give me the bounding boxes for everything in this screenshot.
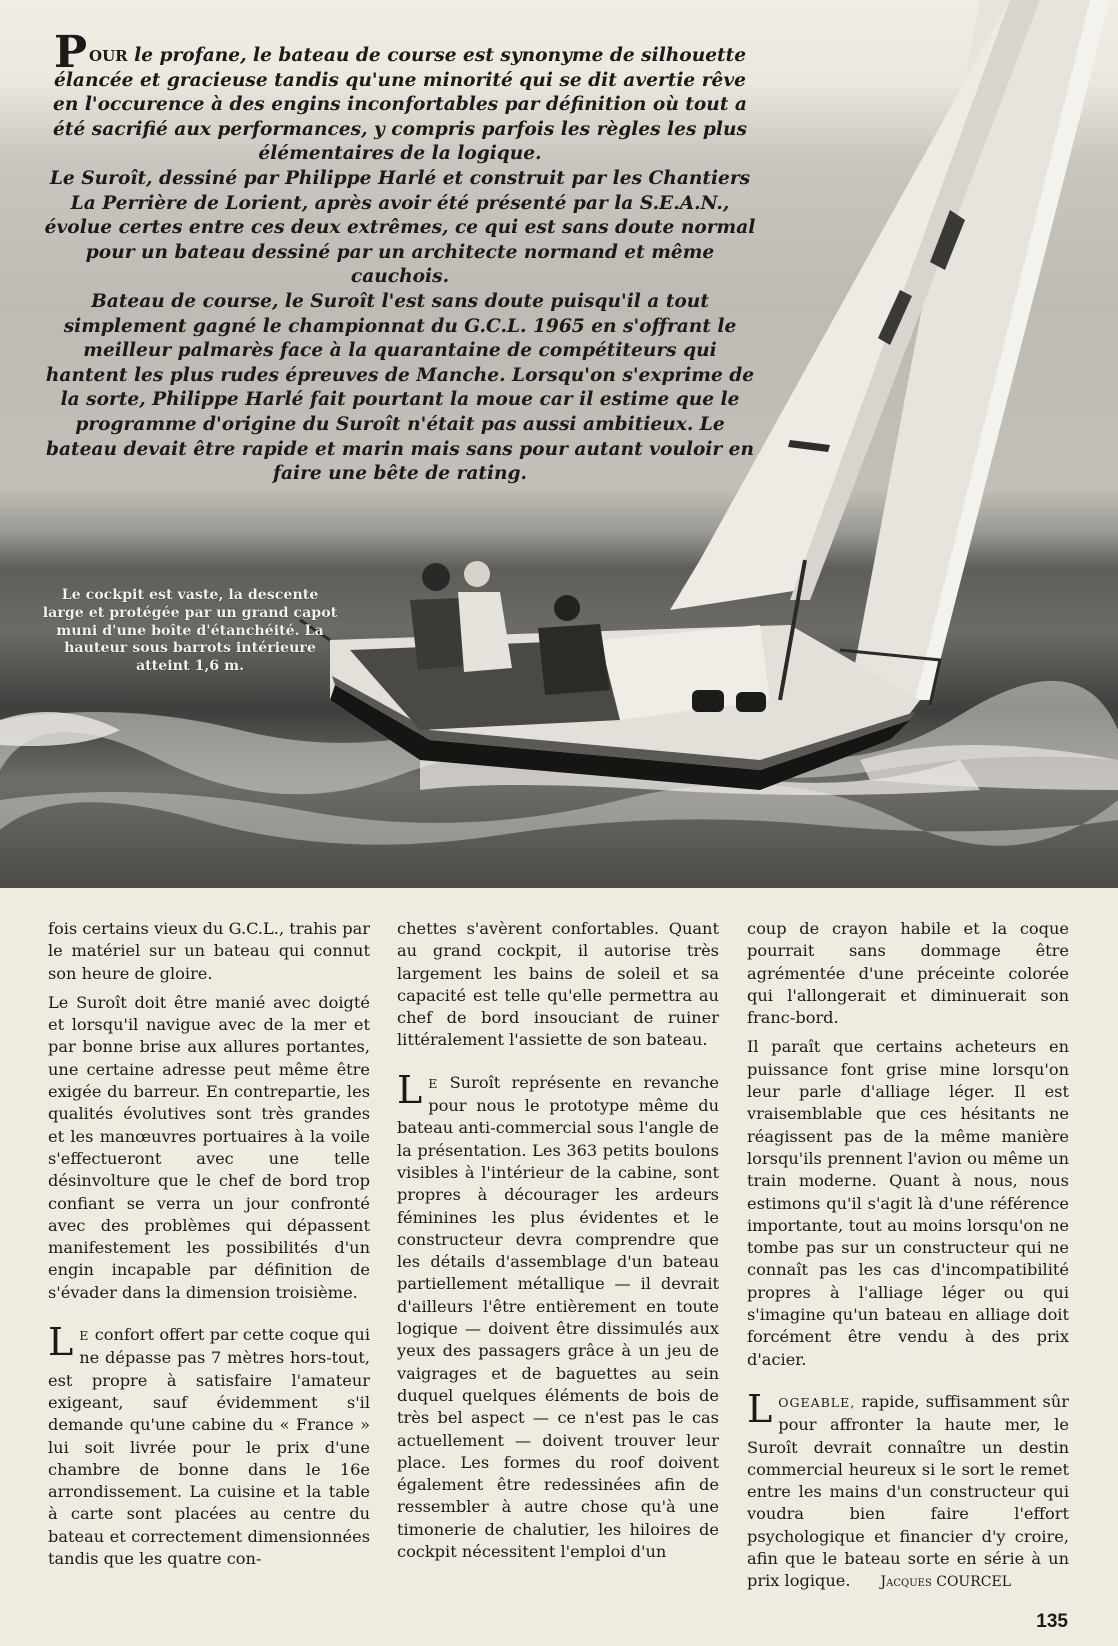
author-signature: Jacques COURCEL	[880, 1574, 1012, 1591]
col3-paragraph-2: Il paraît que certains acheteurs en puissance font grise mine lorsqu'on leur parle d'alliage léger. Il est vraisemblable que ces hésitants ne réagissent pas de la même manière lorsqu'ils prennent l'avion ou même un train moderne. Quant à nous, nous estimons qu'il s'agit là d'une référence importante, tout au moins lorsqu'on ne tombe pas sur un constructeur qui ne connaît pas les cas d'incompatibilité propres à l'alliage léger ou qui s'imagine qu'un bateau en alliage doit forcément être vendu à des prix d'acier.	[747, 1037, 1069, 1369]
column-1	[48, 918, 370, 1577]
col2-paragraph-2	[397, 1067, 719, 1564]
col1-paragraph-1: fois certains vieux du G.C.L., trahis par le matériel sur un bateau qui connut son heure de gloire.	[48, 919, 370, 983]
col2-paragraph-2-text: Suroît représente en revanche pour nous le prototype même du bateau anti-commercial sous l'angle de la présentation. Les 363 petits boulons visibles à l'intérieur de la cabine, sont propres à décourager les ardeurs féminines les plus évidentes et le constructeur devra comprendre que les détails d'assemblage d'un bateau partiellement métallique — il devrait d'ailleurs l'être entièrement en toute logique — doivent être dissimulés aux yeux des passagers grâce à un jeu de vaigrages et de baguettes au sein duquel quelques éléments de bois de très bel aspect — ce n'est pas le cas actuellement — doivent trouver leur place. Les formes du roof doivent également être redessinées afin de ressembler à autre chose qu'à une timonerie de chalutier, les hiloires de cockpit nécessitent l'emploi d'un	[397, 1072, 719, 1562]
col1-paragraph-3	[48, 1320, 370, 1570]
intro-paragraph-1	[40, 27, 760, 167]
intro-paragraph-1-text: le profane, le bateau de course est synonyme de silhouette élancée et gracieuse tandis qu'une minorité qui se dit avertie rêve en l'occurence à des engins inconfortables par définition où tout a été sacrifié aux performances, y compris parfois les règles les plus élémentaires de la logique.	[53, 45, 747, 165]
column-2	[397, 918, 719, 1570]
intro-paragraph-2: Le Suroît, dessiné par Philippe Harlé et construit par les Chantiers La Perrière de Lorient, après avoir été présenté par la S.E.A.N., évolue certes entre ces deux extrêmes, ce qui est sans doute normal pour un bateau dessiné par un architecte normand et même cauchois.	[44, 167, 756, 288]
intro-first-word: OUR	[89, 47, 128, 65]
column-3	[747, 918, 1069, 1601]
col1-paragraph-3-text: confort offert par cette coque qui ne dépasse pas 7 mètres hors-tout, est propre à satisfaire l'amateur exigeant, sauf évidemment s'il demande qu'une cabine du « France » lui soit livrée pour le prix d'une chambre de bonne dans le 16e arrondissement. La cuisine et la table à carte sont placées au centre du bateau et correctement dimensionnées tandis que les quatre con-	[48, 1325, 370, 1569]
col3-paragraph-1: coup de crayon habile et la coque pourrait sans dommage être agrémentée d'une préceinte colorée qui l'allongerait et diminuerait son franc-bord.	[747, 919, 1069, 1028]
col2-paragraph-1: chettes s'avèrent confortables. Quant au grand cockpit, il autorise très largement les bains de soleil et sa capacité est telle qu'elle permettra au chef de bord insouciant de ruiner littéralement l'assiette de son bateau.	[397, 919, 719, 1050]
col3-paragraph-3	[747, 1386, 1069, 1594]
small-caps-lead: E	[428, 1075, 439, 1091]
page-number: 135	[1036, 1611, 1068, 1632]
small-caps-lead: OGEABLE,	[778, 1394, 856, 1410]
small-caps-lead: E	[79, 1328, 90, 1344]
photo-caption: Le cockpit est vaste, la descente large et protégée par un grand capot muni d'une boîte d'étanchéité. La hauteur sous barrots intérieure atteint 1,6 m.	[42, 587, 338, 675]
drop-cap: P	[53, 27, 88, 78]
intro-paragraph-3: Bateau de course, le Suroît l'est sans doute puisqu'il a tout simplement gagné le championnat du G.C.L. 1965 en s'offrant le meilleur palmarès face à la quarantaine de compétiteurs qui hantent les plus rudes épreuves de Manche. Lorsqu'on s'exprime de la sorte, Philippe Harlé fait pourtant la moue car il estime que le programme d'origine du Suroît n'était pas aussi ambitieux. Le bateau devait être rapide et marin mais sans pour autant vouloir en faire une bête de rating.	[45, 290, 755, 485]
drop-cap-l: L	[48, 1320, 74, 1365]
col1-paragraph-2: Le Suroît doit être manié avec doigté et lorsqu'il navigue avec de la mer et par bonne brise aux allures portantes, une certaine adresse peut même être exigée du barreur. En contrepartie, les qualités évolutives sont très grandes et les manœuvres portuaires à la voile s'effectueront avec une telle désinvolture que le chef de bord trop confiant se verra un jour confronté avec des problèmes qui dépassent manifestement les possibilités d'un engin incapable par définition de s'évader dans la dimension troisième.	[48, 992, 370, 1302]
drop-cap-l: L	[397, 1067, 423, 1112]
intro-text	[40, 27, 760, 487]
drop-cap-l: L	[747, 1386, 773, 1431]
col3-paragraph-3-text: rapide, suffisamment sûr pour affronter la haute mer, le Suroît devrait connaître un destin commercial heureux si le sort le remet entre les mains d'un constructeur qui voudra bien faire l'effort psychologique et financier d'y croire, afin que le bateau sorte en série à un prix logique.	[747, 1391, 1069, 1591]
